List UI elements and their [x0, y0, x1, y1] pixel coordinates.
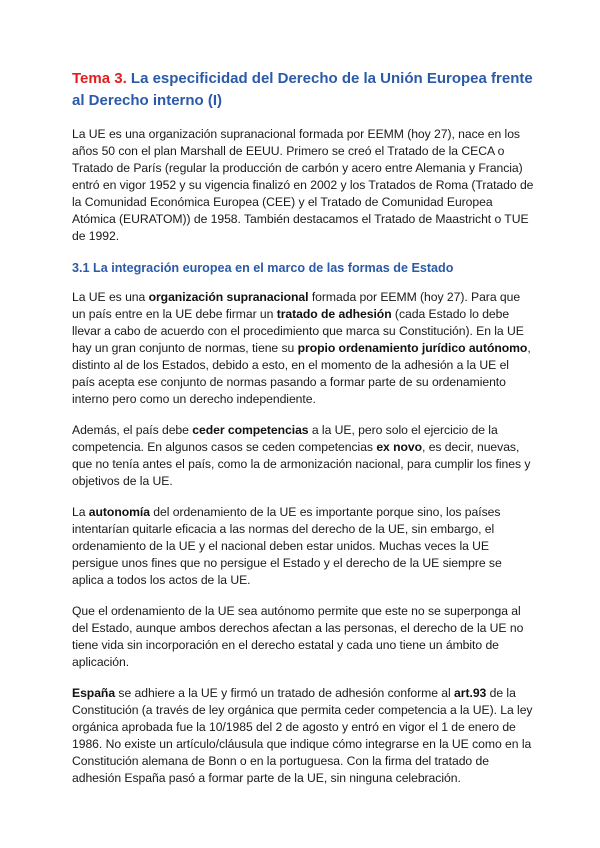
p2-text-2: a la UE, pero solo el ejercicio de la competencia. En algunos casos se ceden competencias	[72, 423, 498, 454]
p3-text-1: La	[72, 505, 89, 519]
document-title	[72, 68, 534, 112]
p5-bold-2: art.93	[454, 686, 487, 700]
p5-bold-1: España	[72, 686, 116, 700]
p5-text-1: se adhiere a la UE y firmó un tratado de adhesión conforme al	[115, 686, 455, 700]
p2-text-1: Además, el país debe	[72, 423, 193, 437]
paragraph-4: Que el ordenamiento de la UE sea autónomo permite que este no se superponga al del Estado, aunque ambos derechos afectan a las personas, el derecho de la UE no tiene vida sin incorporación en el derecho estatal y cada uno tiene un ámbito de aplicación.	[72, 604, 524, 669]
document-page	[72, 68, 534, 801]
paragraph-3	[72, 504, 534, 589]
p1-bold-2: tratado de adhesión	[276, 307, 392, 321]
paragraph-2	[72, 422, 534, 490]
p1-text-4: , distinto al de los Estados, debido a esto, en el momento de la adhesión a la UE el país acepta ese conjunto de normas pasando a formar parte de su ordenamiento interno pero como un derecho independiente.	[72, 341, 531, 406]
p3-bold-1: autonomía	[88, 505, 150, 519]
p3-text-2: del ordenamiento de la UE es importante porque sino, los países intentarían quitarle eficacia a las normas del derecho de la UE, sin embargo, el ordenamiento de la UE y el nacional deben estar unidos. Muchas veces la UE persigue unos fines que no persigue el Estado y el derecho de la UE siempre se aplica a todos los actos de la UE.	[72, 505, 502, 587]
p1-text-1: La UE es una	[72, 290, 149, 304]
p5-text-2: de la Constitución (a través de ley orgánica que permita ceder competencia a la UE). La ley orgánica aprobada fue la 10/1985 del 2 de agosto y entró en vigor el 1 de enero de 1986. No existe un artículo/cláusula que indique cómo integrarse en la UE como en la Constitución alemana de Bonn o en la portuguesa. Con la firma del tratado de adhesión España pasó a formar parte de la UE, sin ninguna celebración.	[72, 686, 533, 785]
p1-bold-1: organización supranacional	[148, 290, 309, 304]
p2-text-3: , es decir, nuevas, que no tenía antes el país, como la de armonización nacional, para cumplir los fines y objetivos de la UE.	[72, 440, 531, 488]
paragraph-1	[72, 289, 534, 408]
p1-text-3: (cada Estado lo debe llevar a cabo de acuerdo con el procedimiento que marca su Constitución). En la UE hay un gran conjunto de normas, tiene su	[72, 307, 524, 355]
p1-bold-3: propio ordenamiento jurídico autónomo	[297, 341, 528, 355]
paragraph-5	[72, 685, 534, 787]
title-tema-label: Tema 3.	[72, 70, 127, 87]
p1-text-2: formada por EEMM (hoy 27). Para que un país entre en la UE debe firmar un	[72, 290, 521, 321]
p2-bold-2: ex novo	[376, 440, 423, 454]
section-heading: 3.1 La integración europea en el marco de las formas de Estado	[72, 261, 454, 275]
title-text: La especificidad del Derecho de la Unión Europea frente al Derecho interno (I)	[72, 70, 533, 109]
intro-paragraph: La UE es una organización supranacional formada por EEMM (hoy 27), nace en los años 50 con el plan Marshall de EEUU. Primero se creó el Tratado de la CECA o Tratado de París (regular la producción de carbón y acero entre Alemania y Francia) entró en vigor 1952 y su vigencia finalizó en 2002 y los Tratados de Roma (Tratado de la Comunidad Económica Europea (CEE) y el Tratado de Comunidad Europea Atómica (EURATOM)) de 1958. También destacamos el Tratado de Maastricht o TUE de 1992.	[72, 127, 534, 243]
p2-bold-1: ceder competencias	[192, 423, 309, 437]
